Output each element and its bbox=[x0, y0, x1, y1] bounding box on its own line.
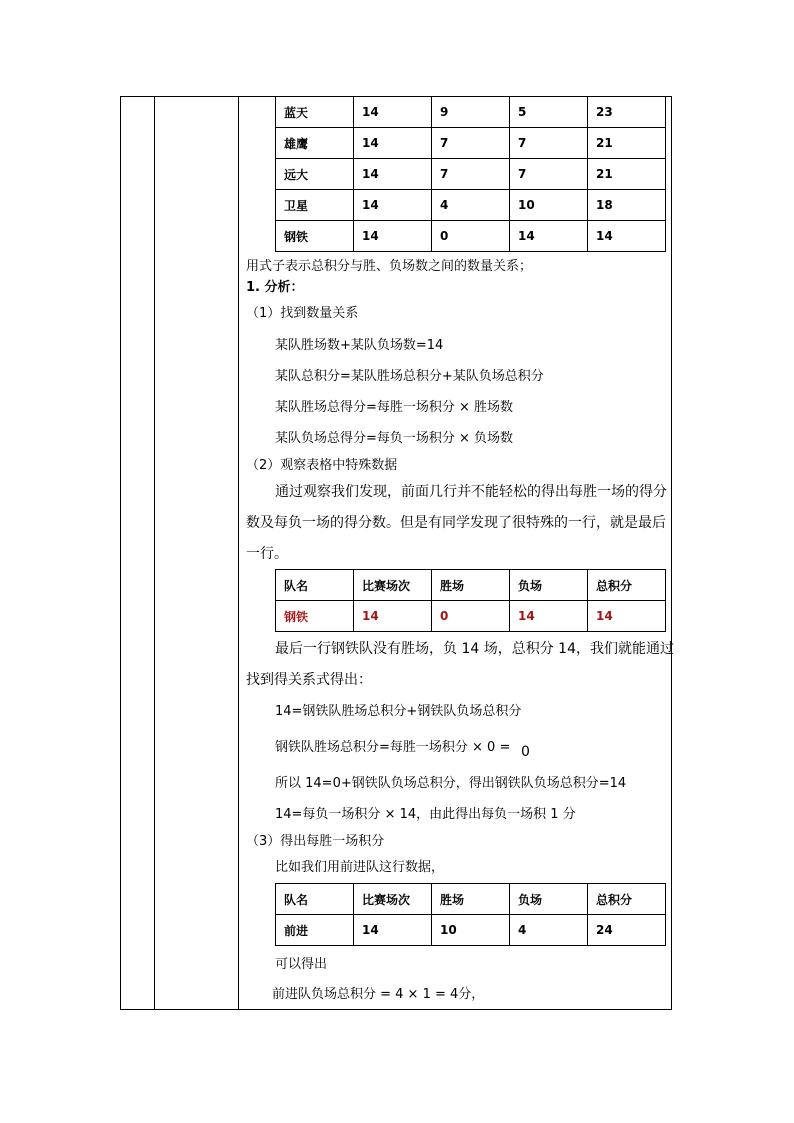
steel-team-table bbox=[275, 569, 666, 632]
table-row bbox=[276, 221, 666, 252]
paragraph-1-line-1: 通过观察我们发现，前面几行并不能轻松的得出每胜一场的得分 bbox=[275, 484, 667, 500]
table-cell: 7 bbox=[432, 128, 510, 159]
paragraph-1-line-2: 数及每负一场的得分数。但是有同学发现了很特殊的一行，就是最后 bbox=[246, 515, 666, 531]
table-cell: 卫星 bbox=[276, 190, 354, 221]
table-row bbox=[276, 190, 666, 221]
equation-6-result: 0 bbox=[521, 744, 530, 760]
table2-header-row bbox=[276, 570, 666, 601]
table3-header-cell: 负场 bbox=[510, 884, 588, 915]
table-cell: 14 bbox=[354, 97, 432, 128]
section-analysis-heading: 1. 分析： bbox=[246, 280, 304, 295]
table-cell: 18 bbox=[588, 190, 666, 221]
paragraph-2-line-1: 最后一行钢铁队没有胜场，负 14 场，总积分 14，我们就能通过 bbox=[275, 641, 674, 657]
table2-header-cell: 比赛场次 bbox=[354, 570, 432, 601]
column-divider-1 bbox=[154, 96, 155, 1010]
table2-highlight-row bbox=[276, 601, 666, 632]
can-conclude-text: 可以得出 bbox=[275, 957, 328, 972]
step1-heading: （1）找到数量关系 bbox=[246, 306, 359, 321]
table-cell: 14 bbox=[588, 221, 666, 252]
table-cell: 14 bbox=[354, 190, 432, 221]
equation-8: 14=每负一场积分 × 14，由此得出每负一场积 1 分 bbox=[275, 807, 576, 822]
table2-cell: 0 bbox=[432, 601, 510, 632]
table2-cell: 14 bbox=[510, 601, 588, 632]
qianjin-team-table bbox=[275, 883, 666, 946]
intro-text: 用式子表示总积分与胜、负场数之间的数量关系； bbox=[246, 259, 533, 274]
table-cell: 14 bbox=[510, 221, 588, 252]
table2-cell: 钢铁 bbox=[276, 601, 354, 632]
table-cell: 远大 bbox=[276, 159, 354, 190]
column-divider-2 bbox=[238, 96, 239, 1010]
table-cell: 0 bbox=[432, 221, 510, 252]
table-cell: 7 bbox=[510, 128, 588, 159]
equation-4: 某队负场总得分=每负一场积分 × 负场数 bbox=[275, 431, 514, 446]
table-cell: 9 bbox=[432, 97, 510, 128]
table-cell: 21 bbox=[588, 128, 666, 159]
table-cell: 14 bbox=[354, 159, 432, 190]
table-cell: 4 bbox=[432, 190, 510, 221]
paragraph-2-line-2: 找到得关系式得出： bbox=[246, 672, 372, 688]
equation-3: 某队胜场总得分=每胜一场积分 × 胜场数 bbox=[275, 400, 514, 415]
table2-header-cell: 负场 bbox=[510, 570, 588, 601]
table-row bbox=[276, 159, 666, 190]
table-cell: 7 bbox=[510, 159, 588, 190]
table2-header-cell: 总积分 bbox=[588, 570, 666, 601]
table3-header-row bbox=[276, 884, 666, 915]
table3-header-cell: 比赛场次 bbox=[354, 884, 432, 915]
equation-5: 14=钢铁队胜场总积分+钢铁队负场总积分 bbox=[275, 704, 522, 719]
standings-table bbox=[275, 96, 666, 252]
equation-7: 所以 14=0+钢铁队负场总积分，得出钢铁队负场总积分=14 bbox=[275, 776, 627, 791]
table3-cell: 4 bbox=[510, 915, 588, 946]
table2-header-cell: 胜场 bbox=[432, 570, 510, 601]
table2-header-cell: 队名 bbox=[276, 570, 354, 601]
equation-1: 某队胜场数+某队负场数=14 bbox=[275, 338, 444, 353]
table-cell: 14 bbox=[354, 221, 432, 252]
table-row bbox=[276, 128, 666, 159]
table2-cell: 14 bbox=[588, 601, 666, 632]
table-cell: 钢铁 bbox=[276, 221, 354, 252]
table-cell: 雄鹰 bbox=[276, 128, 354, 159]
equation-2: 某队总积分=某队胜场总积分+某队负场总积分 bbox=[275, 369, 544, 384]
table3-header-cell: 胜场 bbox=[432, 884, 510, 915]
table3-header-cell: 队名 bbox=[276, 884, 354, 915]
paragraph-1-line-3: 一行。 bbox=[246, 546, 288, 562]
table3-cell: 14 bbox=[354, 915, 432, 946]
table3-header-cell: 总积分 bbox=[588, 884, 666, 915]
table-cell: 蓝天 bbox=[276, 97, 354, 128]
table-cell: 10 bbox=[510, 190, 588, 221]
table-row bbox=[276, 97, 666, 128]
step2-heading: （2）观察表格中特殊数据 bbox=[246, 458, 398, 473]
table3-data-row bbox=[276, 915, 666, 946]
table3-cell: 前进 bbox=[276, 915, 354, 946]
table-cell: 21 bbox=[588, 159, 666, 190]
equation-9: 前进队负场总积分 = 4 × 1 = 4分， bbox=[272, 987, 485, 1002]
table-cell: 23 bbox=[588, 97, 666, 128]
table3-cell: 24 bbox=[588, 915, 666, 946]
table-cell: 14 bbox=[354, 128, 432, 159]
step3-heading: （3）得出每胜一场积分 bbox=[246, 834, 385, 849]
table-cell: 5 bbox=[510, 97, 588, 128]
table2-cell: 14 bbox=[354, 601, 432, 632]
equation-6: 钢铁队胜场总积分=每胜一场积分 × 0 = bbox=[275, 740, 511, 755]
table-cell: 7 bbox=[432, 159, 510, 190]
paragraph-3: 比如我们用前进队这行数据， bbox=[275, 860, 445, 875]
table3-cell: 10 bbox=[432, 915, 510, 946]
